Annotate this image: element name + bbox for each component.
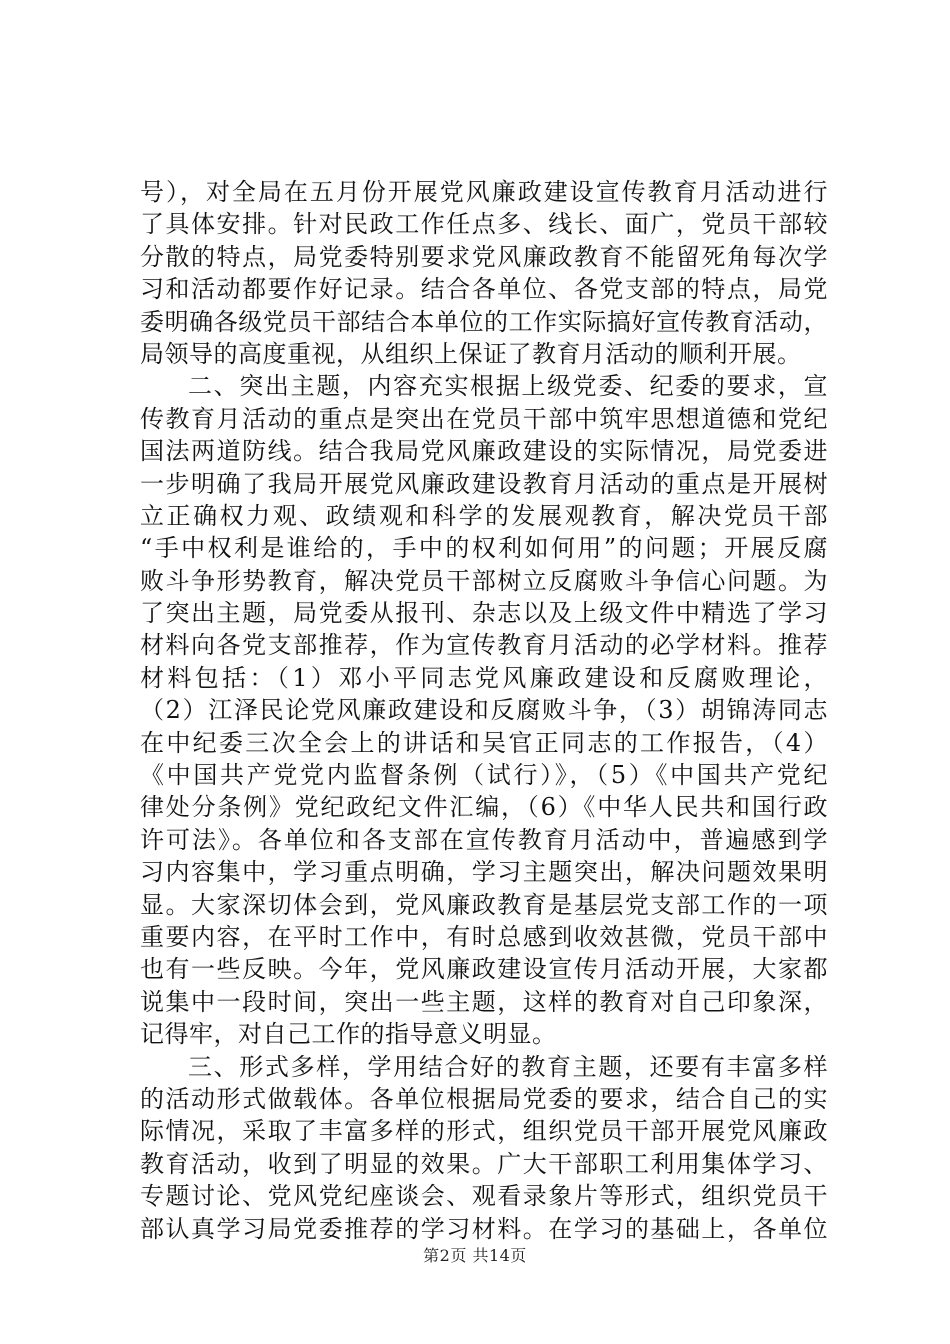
text-line: 专题讨论、党风党纪座谈会、观看录象片等形式，组织党员干 <box>140 1182 828 1211</box>
text-line: 教育活动，收到了明显的效果。广大干部职工利用集体学习、 <box>140 1149 828 1178</box>
text-line: 际情况，采取了丰富多样的形式，组织党员干部开展党风廉政 <box>140 1117 828 1146</box>
text-line: （2）江泽民论党风廉政建设和反腐败斗争，（3）胡锦涛同志 <box>140 696 828 725</box>
text-line: 局领导的高度重视，从组织上保证了教育月活动的顺利开展。 <box>140 339 802 368</box>
text-line: 材料包括：（1）邓小平同志党风廉政建设和反腐败理论， <box>140 663 828 692</box>
text-line: 了具体安排。针对民政工作任点多、线长、面广，党员干部较 <box>140 210 828 239</box>
text-line: 一步明确了我局开展党风廉政建设教育月活动的重点是开展树 <box>140 469 828 498</box>
text-line: 记得牢，对自己工作的指导意义明显。 <box>140 1020 557 1049</box>
text-line: 显。大家深切体会到，党风廉政教育是基层党支部工作的一项 <box>140 890 828 919</box>
text-line: 国法两道防线。结合我局党风廉政建设的实际情况，局党委进 <box>140 437 828 466</box>
text-line: 许可法》。各单位和各支部在宣传教育月活动中，普遍感到学 <box>140 825 828 854</box>
text-line: 委明确各级党员干部结合本单位的工作实际搞好宣传教育活动， <box>140 307 828 336</box>
text-line: 三、形式多样，学用结合好的教育主题，还要有丰富多样 <box>188 1052 828 1081</box>
text-line: 在中纪委三次全会上的讲话和吴官正同志的工作报告，（4） <box>140 728 828 757</box>
page-footer: 第2页 共14页 <box>423 1246 527 1265</box>
text-line: 分散的特点，局党委特别要求党风廉政教育不能留死角每次学 <box>140 242 828 271</box>
text-line: 材料向各党支部推荐，作为宣传教育月活动的必学材料。推荐 <box>140 631 828 660</box>
document-body <box>140 176 828 1245</box>
text-line: 习内容集中，学习重点明确，学习主题突出，解决问题效果明 <box>140 858 828 887</box>
text-line: 习和活动都要作好记录。结合各单位、各党支部的特点，局党 <box>140 275 828 304</box>
text-line: 了突出主题，局党委从报刊、杂志以及上级文件中精选了学习 <box>140 599 828 628</box>
text-line: 《中国共产党党内监督条例（试行）》，（5）《中国共产党纪 <box>140 761 828 790</box>
text-line: 立正确权力观、政绩观和科学的发展观教育，解决党员干部 <box>140 501 828 530</box>
text-line: 二、突出主题，内容充实根据上级党委、纪委的要求，宣 <box>188 372 828 401</box>
text-line: “手中权利是谁给的，手中的权利如何用”的问题；开展反腐 <box>140 534 828 563</box>
text-line: 部认真学习局党委推荐的学习材料。在学习的基础上，各单位 <box>140 1214 828 1243</box>
text-line: 重要内容，在平时工作中，有时总感到收效甚微，党员干部中 <box>140 922 828 951</box>
text-line: 的活动形式做载体。各单位根据局党委的要求，结合自己的实 <box>140 1084 828 1113</box>
text-line: 传教育月活动的重点是突出在党员干部中筑牢思想道德和党纪 <box>140 404 828 433</box>
text-line: 说集中一段时间，突出一些主题，这样的教育对自己印象深， <box>140 987 828 1016</box>
text-line: 也有一些反映。今年，党风廉政建设宣传月活动开展，大家都 <box>140 955 828 984</box>
text-line: 号），对全局在五月份开展党风廉政建设宣传教育月活动进行 <box>140 178 828 206</box>
text-line: 律处分条例》党纪政纪文件汇编，（6）《中华人民共和国行政 <box>140 793 828 822</box>
text-line: 败斗争形势教育，解决党员干部树立反腐败斗争信心问题。为 <box>140 566 828 595</box>
